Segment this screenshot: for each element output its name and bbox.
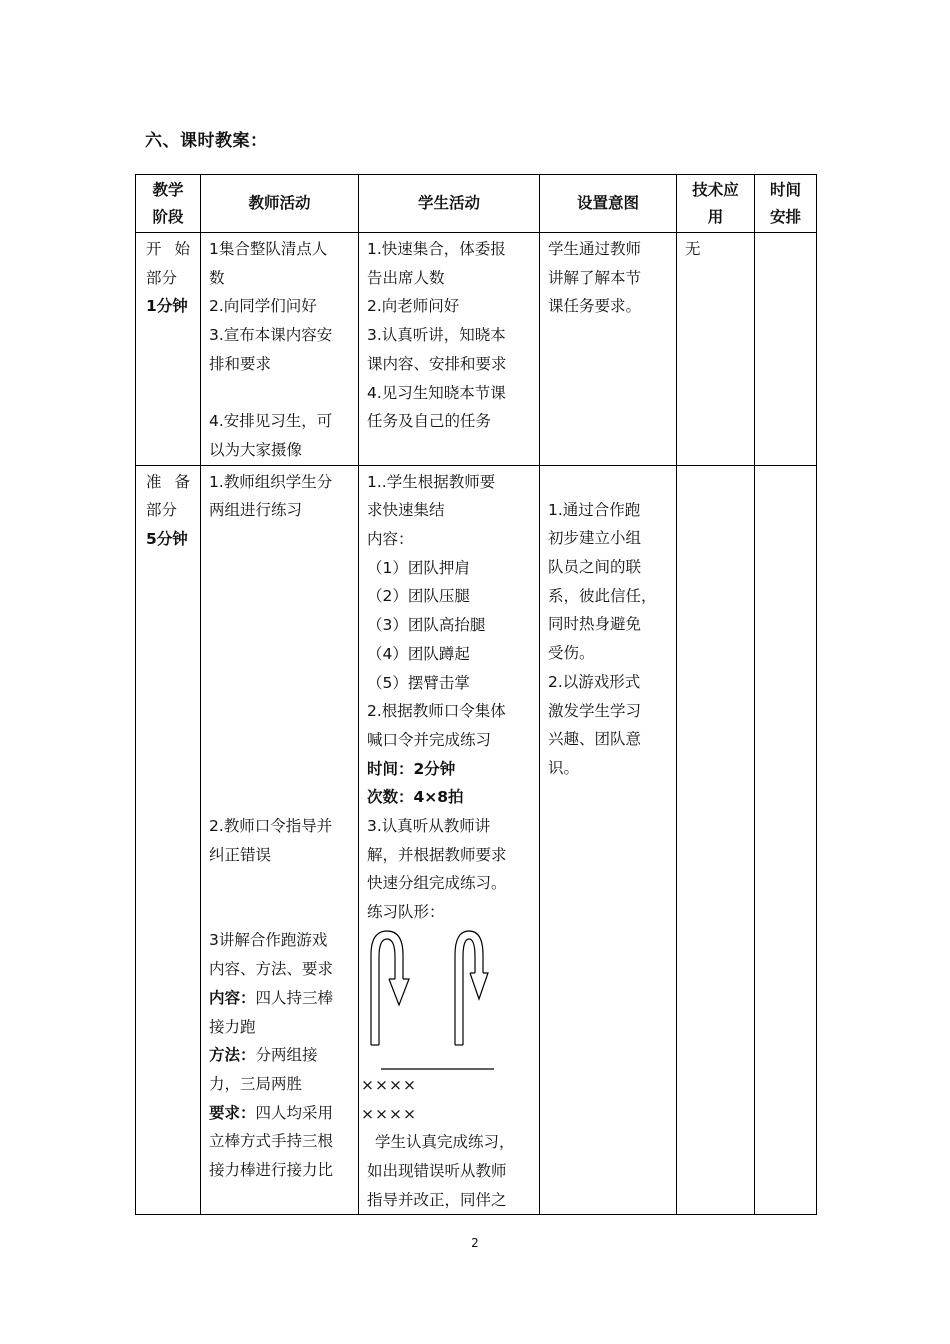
return-arrow-icon: [371, 931, 409, 1045]
text-line: 排和要求: [209, 354, 272, 373]
text-line: （4）团队蹲起: [367, 644, 470, 663]
text-line: 1.通过合作跑: [548, 500, 641, 519]
requirement-line: [209, 1099, 354, 1128]
tech-cell: [677, 233, 755, 466]
text-line: 解，并根据教师要求: [367, 845, 507, 864]
stage-name-line1: [146, 235, 190, 264]
text-line: 2.向同学们问好: [209, 297, 317, 316]
text-line: 学生通过教师: [548, 240, 642, 258]
text-line: 1.教师组织学生分: [209, 472, 333, 491]
stage-name-line2: 部分: [146, 268, 178, 287]
text-line: 同时热身避免: [548, 615, 642, 634]
stage-char: 准: [146, 472, 162, 491]
content-line: [209, 984, 354, 1013]
text-line: 2.根据教师口令集体: [367, 702, 506, 721]
text-line: 1集合整队清点人: [209, 240, 328, 258]
text-line: 3.认真听讲，知晓本: [367, 326, 506, 345]
text-line: 2.向老师问好: [367, 297, 460, 316]
count-line: 次数：4×8拍: [367, 788, 464, 807]
text-span: 四人持三棒: [255, 988, 334, 1007]
formation-row: ××××: [361, 1075, 417, 1094]
text-line: 快速分组完成练习。: [367, 874, 507, 893]
stage-time: 1分钟: [146, 297, 188, 316]
formation-diagram: [367, 927, 535, 1071]
text-line: 3.宣布本课内容安: [209, 326, 333, 345]
requirement-label: 要求：: [209, 1103, 256, 1122]
text-line: （1）团队押肩: [367, 558, 470, 577]
text-line: 初步建立小组: [548, 529, 642, 548]
purpose-cell: [540, 233, 677, 466]
stage-char: 开: [146, 240, 162, 258]
text-line: 两组进行练习: [209, 501, 303, 520]
table-row: [136, 465, 817, 1215]
page-number: 2: [471, 1236, 479, 1250]
method-label: 方法：: [209, 1046, 256, 1065]
header-teacher: 教师活动: [201, 175, 359, 233]
lesson-plan-table: [135, 174, 817, 1215]
text-line: 力，三局两胜: [209, 1074, 303, 1093]
text-line: 4.见习生知晓本节课: [367, 383, 506, 402]
text-line: 兴趣、团队意: [548, 730, 642, 749]
text-line: 内容：: [367, 530, 414, 549]
text-line: 接力跑: [209, 1017, 256, 1036]
table-header-row: [136, 175, 817, 233]
time-value: [755, 466, 816, 468]
text-line: 接力棒进行接力比: [209, 1161, 334, 1180]
time-cell: [755, 233, 817, 466]
text-line: 以为大家摄像: [209, 440, 303, 459]
text-line: 课任务要求。: [548, 297, 642, 316]
text-line: 喊口令并完成练习: [367, 730, 492, 749]
teacher-activity-cell: [201, 233, 359, 466]
text-line: 受伤。: [548, 644, 595, 663]
text-line: 如出现错误听从教师: [367, 1161, 507, 1180]
text-line: 2.以游戏形式: [548, 672, 641, 691]
tech-cell: [677, 465, 755, 1215]
formation-drawing: [367, 927, 537, 1071]
text-line: 1.快速集合，体委报: [367, 240, 506, 258]
text-line: 识。: [548, 758, 580, 777]
text-line: 任务及自己的任务: [367, 412, 492, 431]
time-cell: [755, 465, 817, 1215]
header-time: [755, 175, 817, 233]
text-line: 讲解了解本节: [548, 268, 642, 287]
header-time-line2: 安排: [769, 207, 801, 226]
formation-row: ××××: [361, 1104, 417, 1123]
text-line: 1..学生根据教师要: [367, 472, 496, 491]
page-heading: 六、课时教案：: [145, 131, 268, 151]
text-line: 数: [209, 268, 225, 287]
text-line: 立棒方式手持三根: [209, 1132, 334, 1151]
time-value: [755, 233, 816, 235]
header-purpose: 设置意图: [540, 175, 677, 233]
text-line: 求快速集结: [367, 501, 445, 520]
text-line: 纠正错误: [209, 845, 272, 864]
text-line: （5）摆臂击掌: [367, 673, 470, 692]
table-row: [136, 233, 817, 466]
text-line: 内容、方法、要求: [209, 960, 334, 979]
stage-char: 备: [174, 472, 190, 491]
time-line: 时间：2分钟: [367, 759, 456, 778]
header-stage: [136, 175, 201, 233]
text-line: （3）团队高抬腿: [367, 616, 486, 635]
header-tech-line2: 用: [707, 207, 724, 226]
student-activity-cell: [359, 465, 540, 1215]
method-line: [209, 1041, 354, 1070]
text-line: 指导并改正，同伴之: [367, 1190, 507, 1209]
text-line: 2.教师口令指导并: [209, 817, 333, 836]
text-line: 学生认真完成练习，: [375, 1133, 515, 1152]
header-tech-line1: 技术应: [692, 180, 739, 199]
content-label: 内容：: [209, 988, 256, 1007]
stage-name-line2: 部分: [146, 501, 178, 520]
stage-cell: [136, 465, 201, 1215]
text-line: （2）团队压腿: [367, 587, 470, 606]
text-span: 分两组接: [255, 1046, 318, 1065]
header-tech: [677, 175, 755, 233]
student-activity-cell: [359, 233, 540, 466]
text-line: 队员之间的联: [548, 558, 642, 577]
text-span: 四人均采用: [255, 1103, 334, 1122]
text-line: 课内容、安排和要求: [367, 354, 507, 373]
header-student: 学生活动: [359, 175, 540, 233]
tech-value: [677, 466, 754, 468]
header-stage-line1: 教学: [152, 180, 184, 199]
stage-char: 始: [174, 240, 190, 258]
header-stage-line2: 阶段: [152, 207, 184, 226]
teacher-activity-cell: [201, 465, 359, 1215]
text-line: 练习队形：: [367, 903, 445, 922]
text-line: 3讲解合作跑游戏: [209, 931, 328, 950]
text-line: 告出席人数: [367, 268, 445, 287]
stage-cell: [136, 233, 201, 466]
text-line: 3.认真听从教师讲: [367, 817, 491, 836]
text-line: 4.安排见习生，可: [209, 412, 333, 431]
return-arrow-icon: [455, 931, 488, 1045]
text-line: 系，彼此信任，: [548, 586, 657, 605]
text-line: 激发学生学习: [548, 701, 642, 720]
tech-value: 无: [685, 240, 701, 258]
stage-time: 5分钟: [146, 530, 188, 549]
header-time-line1: 时间: [769, 180, 801, 199]
stage-name-line1: [146, 468, 190, 497]
purpose-cell: [540, 465, 677, 1215]
